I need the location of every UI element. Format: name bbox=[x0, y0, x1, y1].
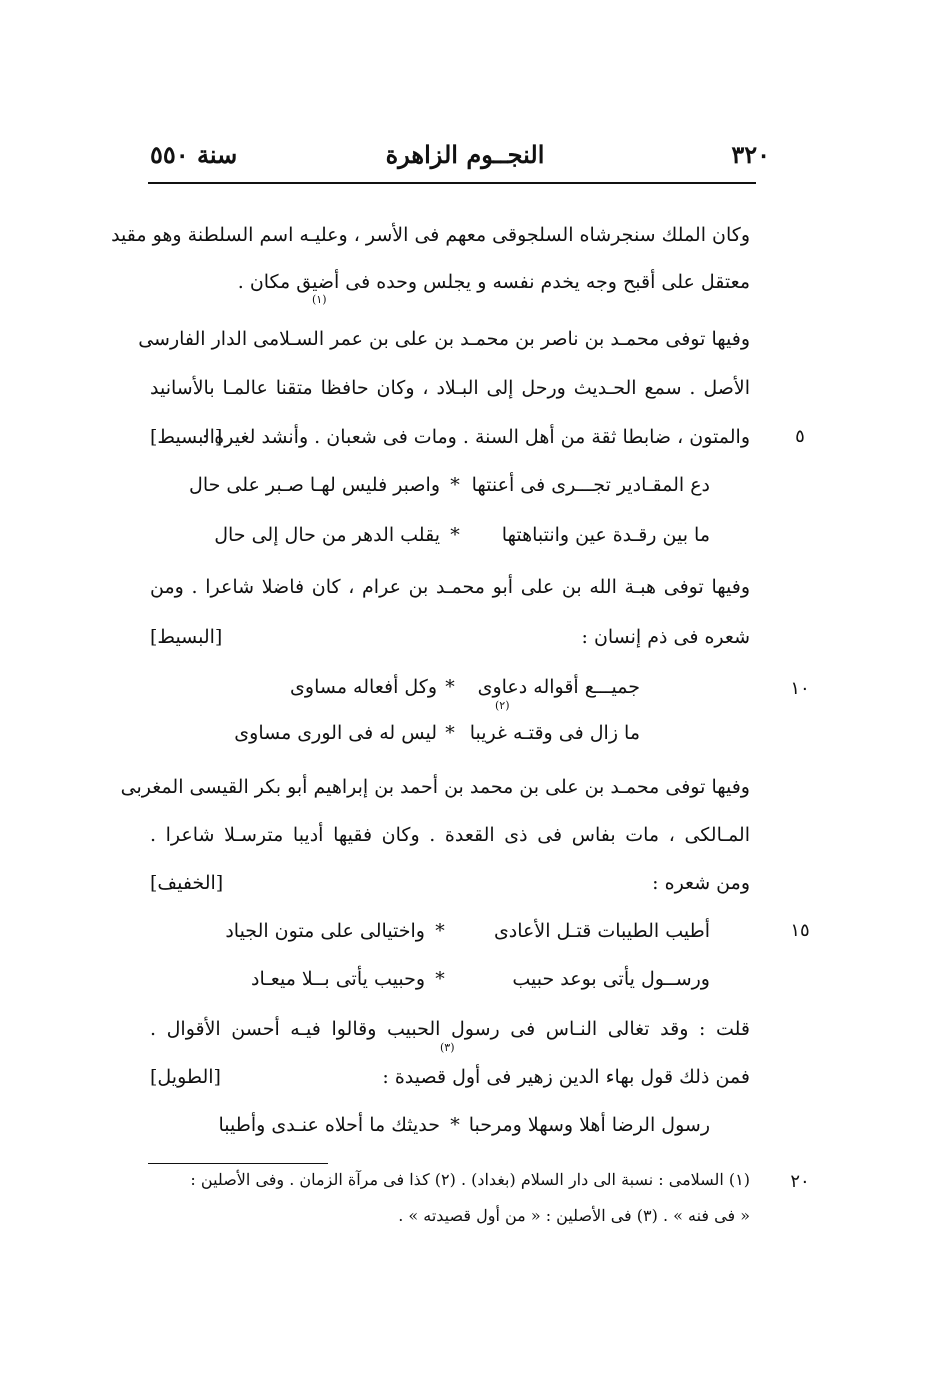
verse-hemistich: ليس له فى الورى مساوى bbox=[234, 722, 437, 744]
verse-hemistich: دع المقـادير تجـــرى فى أعنتها bbox=[471, 474, 710, 496]
page-number: ٣٢٠ bbox=[731, 140, 770, 169]
text-line: والمتون ، ضابطا ثقة من أهل السنة . ومات فى شعبان . وأنشد لغيره : bbox=[201, 426, 750, 448]
line-number: ١٥ bbox=[790, 920, 810, 941]
text-line: شعره فى ذم إنسان : bbox=[581, 626, 750, 648]
text-line: وكان الملك سنجرشاه السلجوقى معهم فى الأسر ، وعليـه اسم السلطنة وهو مقيد bbox=[111, 224, 750, 246]
text-line: فمن ذلك قول بهاء الدين زهير فى أول قصيدة : bbox=[382, 1066, 750, 1088]
verse-separator: * bbox=[445, 722, 455, 744]
verse-hemistich: واختيالى على متون الجياد bbox=[225, 920, 425, 942]
note-marker: (١) bbox=[312, 293, 327, 306]
note-marker: (٣) bbox=[440, 1041, 455, 1054]
verse-hemistich: ورســول يأتى بوعد حبيب bbox=[512, 968, 710, 990]
verse-hemistich: ما بين رقـدة عين وانتباهتها bbox=[501, 524, 710, 546]
footnote-rule bbox=[148, 1163, 328, 1164]
running-title: النجــوم الزاهرة bbox=[385, 140, 545, 169]
verse-hemistich: وحبيب يأتى بــلا ميعـاد bbox=[250, 968, 425, 990]
meter-label: [البسيط] bbox=[150, 626, 223, 648]
line-number: ٢٠ bbox=[790, 1171, 810, 1192]
text-line: ومن شعره : bbox=[652, 872, 750, 894]
text-line: وفيها توفى محمـد بن ناصر بن محمـد بن على بن عمر السـلامى الدار الفارسى bbox=[138, 328, 750, 350]
running-year: سنة ٥٥٠ bbox=[150, 140, 238, 169]
verse-separator: * bbox=[450, 1114, 460, 1136]
verse-hemistich: ما زال فى وقتـه غريبا bbox=[469, 722, 640, 744]
footnote-line: « فى فنه » . (٣) فى الأصلين : « من أول قصيدته » . bbox=[398, 1206, 750, 1225]
verse-separator: * bbox=[435, 968, 445, 990]
footnote-line: (١) السلامى : نسبة الى دار السلام (بغداد) . (٢) كذا فى مرآة الزمان . وفى الأصلين : bbox=[190, 1170, 750, 1189]
text-line: وفيها توفى هبـة الله بن على أبو محمـد بن عرام ، كان فاضلا شاعرا . ومن bbox=[150, 576, 750, 598]
meter-label: [الخفيف] bbox=[150, 872, 224, 894]
verse-separator: * bbox=[445, 676, 455, 698]
verse-separator: * bbox=[435, 920, 445, 942]
text-line: وفيها توفى محمـد بن على بن محمد بن أحمد بن إبراهيم أبو بكر القيسى المغربى bbox=[120, 776, 750, 798]
verse-hemistich: حديثك ما أحلاه عنـدى وأطيبا bbox=[218, 1114, 440, 1136]
verse-hemistich: يقلب الدهر من حال إلى حال bbox=[214, 524, 440, 546]
text-line: معتقل على أقبح وجه يخدم نفسه و يجلس وحده فى أضيق مكان . bbox=[237, 271, 750, 293]
verse-hemistich: أطيب الطيبات قتـل الأعادى bbox=[493, 920, 710, 942]
verse-separator: * bbox=[450, 474, 460, 496]
meter-label: [الطويل] bbox=[150, 1066, 221, 1088]
verse-hemistich: رسول الرضا أهلا وسهلا ومرحبا bbox=[468, 1114, 710, 1136]
verse-separator: * bbox=[450, 524, 460, 546]
header-rule bbox=[148, 182, 756, 184]
text-line: المـالكى ، مات بفاس فى ذى القعدة . وكان فقيها أديبا مترسـلا شاعرا . bbox=[150, 824, 750, 846]
line-number: ٥ bbox=[795, 426, 805, 447]
verse-hemistich: وكل أفعاله مساوى bbox=[290, 676, 437, 698]
text-line: قلت : وقد تغالى النـاس فى رسول الحبيب وقالوا فيـه أحسن الأقوال . bbox=[150, 1018, 750, 1040]
verse-hemistich: جميـــع أقواله دعاوى bbox=[477, 676, 640, 698]
text-line: الأصل . سمع الحـديث ورحل إلى البـلاد ، وكان حافظا متقنا عالمـا بالأسانيد bbox=[150, 377, 750, 399]
line-number: ١٠ bbox=[790, 678, 810, 699]
verse-hemistich: واصبر فليس لهـا صـبر على حال bbox=[189, 474, 440, 496]
note-marker: (٢) bbox=[495, 699, 510, 712]
meter-label: [البسيط] bbox=[150, 426, 223, 448]
